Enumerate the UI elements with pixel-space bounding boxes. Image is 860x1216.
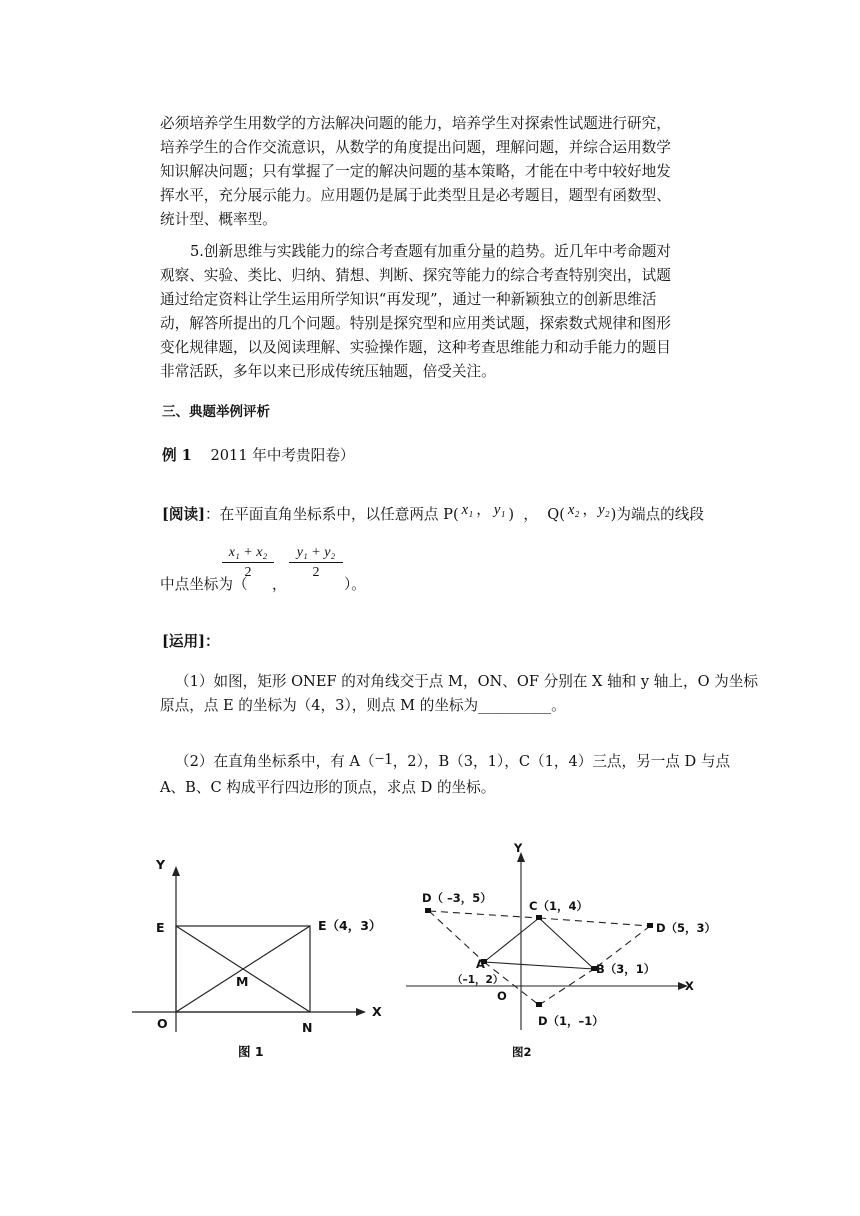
question-2-text: （2）在直角坐标系中，有 A（: [175, 753, 375, 770]
fig2-d2-label: D（5，3）: [656, 921, 717, 935]
segment-ab: [484, 962, 594, 969]
reading-text: 在平面直角坐标系中，以任意两点 P(: [219, 506, 459, 523]
fraction-y-denominator: 2: [312, 565, 320, 580]
segment-ac: [484, 918, 539, 962]
fig2-origin-label: O: [497, 989, 507, 1003]
reading-text-after: )为端点的线段: [610, 506, 704, 523]
fig2-caption: 图2: [512, 1045, 532, 1059]
fraction-x-numerator: x₁ + x₂: [228, 545, 268, 560]
fig1-n-label: N: [302, 1020, 313, 1035]
fig1-m-label: M: [236, 974, 249, 989]
comma: ，: [476, 501, 491, 518]
point-d2-marker: [647, 923, 653, 928]
question-1-line-2: 原点，点 E 的坐标为（4，3），则点 M 的坐标为__________。: [160, 697, 566, 714]
question-2-text-after: ，2），B（3，1），C（1，4）三点，另一点 D 与点: [392, 753, 731, 770]
fig1-y-label: Y: [156, 857, 166, 872]
reading-label: [阅读]: [162, 506, 205, 523]
fig1-e-point-label: E（4，3）: [318, 918, 382, 933]
separator-comma: ，: [272, 576, 287, 593]
text-line: 培养学生的合作交流意识，从数学的角度提出问题，理解问题，并综合运用数学: [160, 139, 671, 156]
text-line: 统计型、概率型。: [160, 211, 277, 228]
math-y2: y₂: [598, 502, 610, 518]
text-line: 必须培养学生用数学的方法解决问题的能力，培养学生对探索性试题进行研究，: [160, 115, 671, 132]
fig2-b-label: B（3，1）: [596, 962, 656, 976]
math-y1: y₁: [493, 502, 506, 518]
text-line: 知识解决问题；只有掌握了一定的解决问题的基本策略，才能在中考中较好地发: [160, 163, 671, 180]
text-line: 变化规律题，以及阅读理解、实验操作题，这种考查思维能力和动手能力的题目: [160, 339, 671, 356]
dash-c-d2: [539, 918, 650, 926]
midpoint-line-end: ）。: [344, 576, 366, 593]
text-line: 观察、实验、类比、归纳、猜想、判断、探究等能力的综合考查特别突出，试题: [160, 267, 671, 284]
text-line: 挥水平，充分展示能力。应用题仍是属于此类型且是必考题目，题型有函数型、: [160, 187, 671, 204]
fig2-y-label: Y: [514, 841, 523, 855]
reading-mid: ) ， Q(: [508, 506, 565, 523]
fraction-x-denominator: 2: [244, 565, 252, 580]
dash-d1-c: [429, 911, 539, 918]
text-line: 动，解答所提出的几个问题。特别是探究型和应用类试题，探索数式规律和图形: [160, 315, 671, 332]
segment-cb: [539, 918, 594, 969]
fig1-origin-label: O: [157, 1016, 168, 1031]
fig2-a-label: A: [476, 957, 485, 971]
text-line: 非常活跃，多年以来已形成传统压轴题，倍受关注。: [160, 363, 496, 380]
example-source: 2011 年中考贵阳卷）: [210, 447, 355, 464]
fig1-e-left-label: E: [156, 920, 165, 935]
fig2-a-coord-label: （–1，2）: [452, 974, 504, 986]
apply-label: [运用]：: [162, 633, 220, 650]
question-1-line-1: （1）如图，矩形 ONEF 的对角线交于点 M，ON、OF 分别在 X 轴和 y 轴上，O 为坐标: [175, 673, 758, 690]
comma: ，: [582, 501, 598, 518]
point-c-marker: [536, 915, 542, 920]
text-line: 通过给定资料让学生运用所学知识“再发现”，通过一种新颖独立的创新思维活: [160, 291, 657, 308]
fig1-x-label: X: [372, 1004, 382, 1019]
fig2-c-label: C（1，4）: [529, 899, 588, 913]
point-d1-marker: [425, 908, 431, 913]
math-neg-one: −1: [374, 749, 393, 768]
fig2-d1-label: D（ –3，5）: [422, 891, 492, 905]
dash-d3-b: [539, 969, 594, 1005]
section-heading: 三、典题举例评析: [162, 404, 270, 420]
fig2-d3-label: D（1，–1）: [538, 1014, 604, 1028]
math-x1: x₁: [461, 502, 474, 518]
text-line: 5.创新思维与实践能力的综合考查题有加重分量的趋势。近几年中考命题对: [190, 243, 671, 260]
dash-d1-a: [429, 911, 484, 962]
fig1-caption: 图 1: [238, 1044, 264, 1059]
point-d3-marker: [536, 1002, 542, 1007]
midpoint-line-start: 中点坐标为（: [160, 576, 248, 593]
fraction-y-numerator: y₁ + y₂: [296, 545, 336, 560]
colon: ：: [205, 506, 220, 523]
example-label: 例 1: [162, 447, 192, 464]
question-2-line-2: A、B、C 构成平行四边形的顶点，求点 D 的坐标。: [160, 779, 496, 796]
fig2-x-label: X: [685, 979, 694, 993]
math-x2: x₂: [567, 502, 580, 518]
